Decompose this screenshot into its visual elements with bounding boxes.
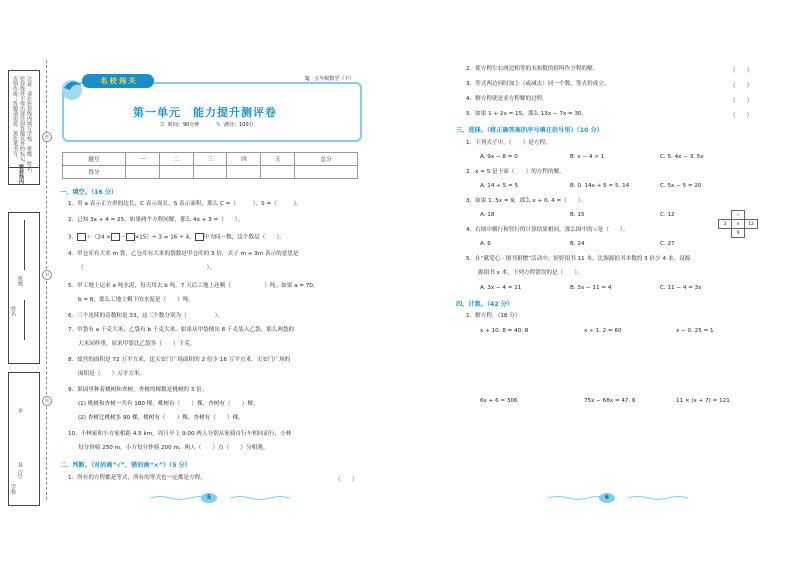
equation-2: x ÷ 1. 2 = 60	[584, 328, 622, 334]
question-10-line-1: 10．小林家和小方家相距 4.5 km。周日早上 9:00 两人分别从家骑自行车相向而行，小林	[68, 431, 292, 437]
choice-4-option-a: A. 6	[480, 241, 491, 247]
township-label: 乡	[17, 408, 23, 413]
time-label: 时间：90分钟	[168, 122, 200, 128]
equation-6: 11 × (x + 7) = 121	[676, 398, 730, 404]
equation-5: 75x − 68x = 47. 6	[584, 398, 636, 404]
cross-grid	[718, 210, 758, 238]
section-calc: 四、计算。（42 分）	[456, 301, 514, 308]
seal-circle-1: 密	[42, 132, 52, 142]
question-4-line-2: （ ）。	[78, 265, 216, 271]
choice-3: 3．如果 1. 5x = 9，那么 x + 0. 4 =（ ）。	[466, 198, 587, 204]
series-logo	[82, 74, 154, 88]
choice-3-option-b: B. 15	[570, 212, 585, 218]
section-choice: 三、选择。（将正确答案的序号填在括号里）（10 分）	[456, 127, 603, 134]
judge-2: 2．使方程左右两边相等的未知数的值叫作方程的解。	[466, 66, 599, 72]
judge-5: 5．如果 1 + 2x = 15，那么 13x − 7x = 30。	[466, 111, 588, 117]
seal-label: 密封线内	[18, 164, 24, 184]
footer-wave-right	[548, 495, 688, 501]
question-8-line-2: 面积是（ ）万平方米。	[78, 371, 146, 377]
judge-2-answer[interactable]: （ ）	[730, 68, 753, 74]
score-header-cell: 五	[261, 153, 295, 166]
equation-1: x + 10. 8 = 40. 8	[480, 328, 529, 334]
name-write-line	[24, 300, 25, 340]
clock-icon: ⏱	[160, 122, 165, 128]
question-3	[68, 233, 285, 242]
page-number-right: 6	[599, 493, 615, 503]
county-label: 县（区）	[17, 462, 23, 482]
score-cell[interactable]	[261, 166, 295, 179]
page-number-left: 5	[201, 493, 217, 503]
choice-4-option-b: B. 24	[570, 241, 585, 247]
score-cell[interactable]	[125, 166, 159, 179]
question-3-part-c: －	[119, 234, 126, 241]
blank-box[interactable]	[77, 233, 86, 241]
question-6: 6．三个连续的奇数和是 33，这三个数分别为（ ）。	[68, 313, 224, 319]
score-table-header-row	[63, 153, 358, 166]
question-3-part-e: 中为同一数，这个数是（ ）。	[203, 234, 285, 241]
score-header-cell: 二	[159, 153, 193, 166]
score-row-label: 得分	[63, 166, 126, 179]
choice-1-option-a: A. 9x − 8 = 0	[480, 154, 518, 160]
choice-1: 1．下列式子中，（ ）是方程。	[466, 140, 551, 146]
question-3-part-b: ＋（24 ×	[86, 234, 111, 241]
grid-cell: 12	[745, 220, 758, 229]
question-9-part-2: (2) 杏树比桃树多 90 棵，桃树有（ ）棵，杏树有（ ）棵。	[78, 415, 244, 421]
question-1: 1．用 a 表示正方形的边长，C 表示周长，S 表示面积，那么 C =（ ），S =（ ）。	[68, 201, 302, 207]
question-9-part-1: (1) 桃树和杏树一共有 180 棵，桃树有（ ）棵，杏树有（ ）棵。	[78, 401, 259, 407]
choice-3-option-c: C. 12	[660, 212, 675, 218]
score-header-cell: 总分	[295, 153, 358, 166]
score-header-cell: 一	[125, 153, 159, 166]
blank-box[interactable]	[195, 233, 204, 241]
series-logo-text: 名 校 闯 关	[100, 77, 136, 85]
score-cell[interactable]	[227, 166, 261, 179]
question-5-line-1: 5．甲工地上运来 a 吨水泥，每天用去 b 吨，7 天后工地上还剩（ ）吨。如果 a = 70，	[68, 283, 319, 289]
choice-4-option-c: C. 27	[660, 241, 675, 247]
score-header-cell: 四	[227, 153, 261, 166]
question-4-line-1: 4．甲仓库有大米 m 袋，乙仓库有大米的袋数是甲仓库的 3 倍，式子 m + 3m 表示的意思是	[68, 251, 299, 257]
judge-4: 4．解方程就是求方程解的过程。	[466, 96, 548, 102]
grid-cell: 3	[719, 220, 732, 229]
full-score-label: 满分：100分	[224, 122, 254, 128]
choice-1-option-c: C. 5. 4x − 3. 5x	[660, 154, 704, 160]
equation-4: 6x + 6 = 306	[480, 398, 518, 404]
choice-1-option-b: B. x − 4 > 1	[570, 154, 605, 160]
name-label: 姓名	[10, 306, 16, 316]
choice-5-line-2: 源捐书 x 本，下列方程错误的是（ ）。	[478, 270, 583, 276]
judge-1: 1．所有的方程都是等式，所有的等式也一定都是方程。	[68, 475, 206, 481]
edition-label: SJ · 五年级数学（下）	[305, 76, 355, 82]
score-table	[62, 152, 358, 179]
judge-5-answer[interactable]: （ ）	[730, 113, 753, 119]
section-fill-blank: 一、填空。（16 分）	[60, 189, 118, 196]
class-write-line	[24, 220, 25, 270]
page-title: 第一单元 能力提升测评卷	[133, 106, 277, 119]
choice-5-option-c: C. 11 − 4 = 3x	[660, 285, 702, 291]
score-header-cell: 题号	[63, 153, 126, 166]
score-table-score-row	[63, 166, 358, 179]
choice-5-option-a: A. 3x − 4 = 11	[480, 285, 522, 291]
choice-5-option-b: B. 3x − 11 = 4	[570, 285, 612, 291]
grid-cell: ×	[732, 220, 745, 229]
question-8-line-1: 8．故宫的面积是 72 万平方米，比天安门广场面积的 2 倍少 16 万平方米。天安门广场的	[68, 357, 291, 363]
choice-2-option-b: B. 0. 14x + 5 = 5. 14	[570, 183, 630, 189]
calc-1: 1．解方程。（18 分）	[466, 313, 521, 319]
score-icon: ✎	[216, 122, 221, 128]
score-cell[interactable]	[159, 166, 193, 179]
question-9: 9．果园里种着桃树和杏树，杏树的棵数是桃树的 3 倍。	[68, 387, 208, 393]
equation-3: x − 0. 25 = 1	[676, 328, 714, 334]
question-5-line-2: b = 8，那么工地上剩下的水泥是（ ）吨。	[78, 297, 195, 303]
choice-2: 2．x = 5 是下面（ ）的方程的解。	[466, 169, 565, 175]
notice-line-2: 密封线外不得出现任何答题以外的标记，	[19, 76, 25, 166]
judge-1-answer[interactable]: （ ）	[335, 477, 358, 483]
choice-2-option-a: A. 14 ÷ 5 = 5	[480, 183, 519, 189]
blank-box[interactable]	[111, 233, 120, 241]
seal-dashed-line	[46, 60, 47, 500]
question-3-num: 3．	[68, 234, 78, 241]
seal-circle-2: 封	[42, 270, 52, 280]
choice-5-line-1: 5．在“献爱心 · 图书捐赠”活动中，婷婷捐书 11 本，比源源捐书本数的 3 倍少 4 本。设源	[466, 256, 691, 262]
blank-box[interactable]	[126, 233, 135, 241]
score-cell[interactable]	[295, 166, 358, 179]
question-10-line-2: 每分钟骑 250 m，小方每分钟骑 200 m，两人（ ）点（ ）分相遇。	[78, 445, 269, 451]
judge-4-answer[interactable]: （ ）	[730, 98, 753, 104]
choice-3-option-a: A. 18	[480, 212, 495, 218]
question-3-part-d: ×15）÷ 3 = 16 ÷ 4，	[134, 234, 195, 241]
choice-4: 4．右图中横行和竖行的计算结果相同，那么图中的☆是（ ）。	[466, 227, 629, 233]
score-header-cell: 三	[193, 153, 227, 166]
question-7-line-1: 7．甲袋有 a 千克大米，乙袋有 b 千克大米。如果从甲袋倒出 8 千克装入乙袋，那么两袋的	[68, 327, 295, 333]
choice-2-option-c: C. 5x − 5 = 20	[660, 183, 702, 189]
score-cell[interactable]	[193, 166, 227, 179]
grid-star: ☆	[732, 211, 745, 220]
class-label: 班级	[17, 276, 23, 286]
footer-wave-left	[150, 495, 290, 501]
binding-strip	[0, 0, 56, 561]
judge-3-answer[interactable]: （ ）	[730, 83, 753, 89]
judge-3: 3．等式两边同时加上（或减去）同一个数，等式仍成立。	[466, 81, 610, 87]
notice-line-3: 否则作废；答题请用蓝、黑色笔书写。	[12, 76, 18, 161]
seal-circle-3: 线	[42, 396, 52, 406]
section-judge: 二、判断。（对的画“√”，错的画“×”）（5 分）	[60, 462, 192, 469]
school-label: 学校	[10, 484, 16, 494]
question-7-line-2: 大米同样重，原来甲袋比乙袋多（ ）千克。	[78, 341, 196, 347]
question-2: 2．已知 3x + 4 = 25，如果两个方程同解，那么 4x + 3 =（ ）。	[68, 217, 244, 223]
notice-line-1: 注意：请在密封线内填写学校、班级、姓名，	[26, 76, 32, 176]
grid-cell: 9	[732, 229, 745, 238]
